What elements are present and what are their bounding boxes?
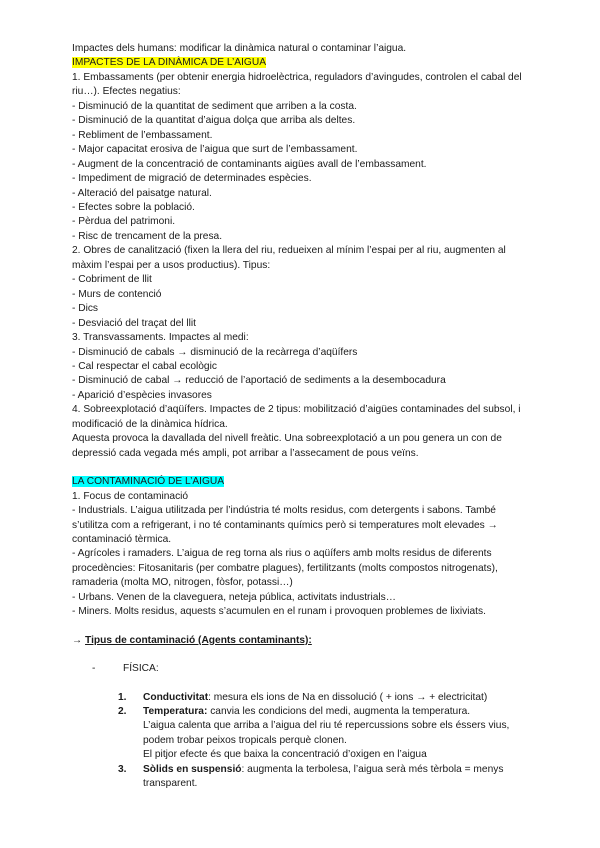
paragraph: - Major capacitat erosiva de l’aigua que surt de l’embassament. [72, 144, 358, 156]
paragraph: 2. Obres de canalització (fixen la llera del riu, redueixen al mínim l’espai per al riu, augmenten al màxim l’espai per a usos productius). Tipus: [72, 245, 506, 271]
paragraph: - Rebliment de l’embassament. [72, 129, 213, 141]
paragraph: - Alteració del paisatge natural. [72, 187, 212, 199]
term: Conductivitat [143, 691, 209, 703]
section1-body [72, 71, 532, 461]
paragraph: - Impediment de migració de determinades espècies. [72, 173, 312, 185]
paragraph: 3. Transvassaments. Impactes al medi: [72, 332, 249, 344]
paragraph: - Disminució de la quantitat d’aigua dolça que arriba als deltes. [72, 115, 356, 127]
paragraph: - Disminució de cabal → reducció de l’aportació de sediments a la desembocadura [72, 375, 446, 387]
agents-list [72, 691, 532, 792]
section2-body [72, 490, 532, 620]
list-number: 3. [118, 763, 127, 775]
agents-heading [72, 634, 532, 648]
term-description: canvia les condicions del medi, augmenta la temperatura. [207, 706, 471, 718]
paragraph: - Pèrdua del patrimoni. [72, 216, 176, 228]
term-extra: L’aigua calenta que arriba a l’aigua del riu té repercussions sobre els éssers vius, podem trobar peixos tropicals perquè clonen. [143, 720, 510, 746]
paragraph: - Cal respectar el cabal ecològic [72, 360, 217, 372]
paragraph: - Cobriment de llit [72, 274, 152, 286]
term-extra: El pitjor efecte és que baixa la concentració d’oxigen en l’aigua [143, 749, 427, 761]
paragraph: Aquesta provoca la davallada del nivell freàtic. Una sobreexplotació a un pou genera un con de depressió cada vegada més ampli, pot arribar a l’assecament de pous veïns. [72, 433, 502, 459]
paragraph: - Risc de trencament de la presa. [72, 230, 223, 242]
section2-title [72, 475, 532, 489]
paragraph: 1. Embassaments (per obtenir energia hidroelèctrica, reguladors d’avingudes, controlen el cabal del riu…). Efectes negatius: [72, 71, 522, 98]
paragraph: - Dics [72, 303, 99, 315]
paragraph: - Desviació del traçat del llit [72, 317, 196, 329]
intro-line: Impactes dels humans: modificar la dinàmica natural o contaminar l’aigua. [72, 43, 407, 54]
document-body [72, 42, 532, 792]
term: Temperatura: [143, 706, 208, 718]
list-number: 1. [118, 691, 127, 703]
paragraph: - Aparició d’espècies invasores [72, 389, 212, 401]
category-row [72, 662, 532, 676]
paragraph: - Efectes sobre la població. [72, 201, 195, 213]
paragraph: - Miners. Molts residus, aquests s’acumulen en el runam i provoquen problemes de lixiviats. [72, 606, 486, 618]
paragraph: 4. Sobreexplotació d’aqüífers. Impactes de 2 tipus: mobilització d’aigües contaminades del subsol, i modificació de la dinàmica hídrica. [72, 404, 521, 430]
spacer [72, 620, 532, 634]
agents-heading-text: Tipus de contaminació (Agents contaminants): [85, 634, 312, 646]
term-description: : augmenta la terbolesa, l’aigua serà més tèrbola = menys transparent. [143, 763, 504, 790]
paragraph: - Disminució de la quantitat de sediment que arriben a la costa. [72, 100, 357, 112]
arrow-glyph: → [72, 634, 83, 646]
list-number: 2. [118, 706, 127, 718]
paragraph: - Urbans. Venen de la claveguera, neteja pública, activitats industrials… [72, 591, 396, 603]
paragraph: - Disminució de cabals → disminució de la recàrrega d’aqüífers [72, 346, 358, 358]
list-item [72, 691, 532, 705]
section1-title-highlight: IMPACTES DE LA DINÀMICA DE L’AIGUA [72, 57, 266, 69]
dash-bullet: - [92, 663, 96, 675]
paragraph: 1. Focus de contaminació [72, 490, 189, 502]
list-item [72, 763, 532, 792]
paragraph: - Industrials. L’aigua utilitzada per l’indústria té molts residus, com detergents i sabons. També s’utilitza com a refrigerant, i no té contaminants químics però si temperatures molt elevades → contaminació tèrmica. [72, 505, 498, 545]
paragraph: - Augment de la concentració de contaminants aigües avall de l’embassament. [72, 158, 427, 170]
spacer [72, 461, 532, 475]
list-item [72, 705, 532, 763]
paragraph: - Murs de contenció [72, 288, 162, 300]
section2-title-highlight: LA CONTAMINACIÓ DE L’AIGUA [72, 476, 225, 488]
term: Sòlids en suspensió [143, 763, 242, 775]
paragraph: - Agrícoles i ramaders. L’aigua de reg torna als rius o aqüífers amb molts residus de diferents procedències: Fitosanitaris (per combatre plagues), fertilitzants (molts compostos nitrogenats), ramaderia (molta MO, nitrogen, fòsfor, potassi…) [72, 548, 498, 589]
category-label: FÍSICA: [123, 663, 159, 675]
section1-title [72, 56, 532, 70]
term-description: : mesura els ions de Na en dissolució ( + ions → + electricitat) [208, 691, 488, 703]
